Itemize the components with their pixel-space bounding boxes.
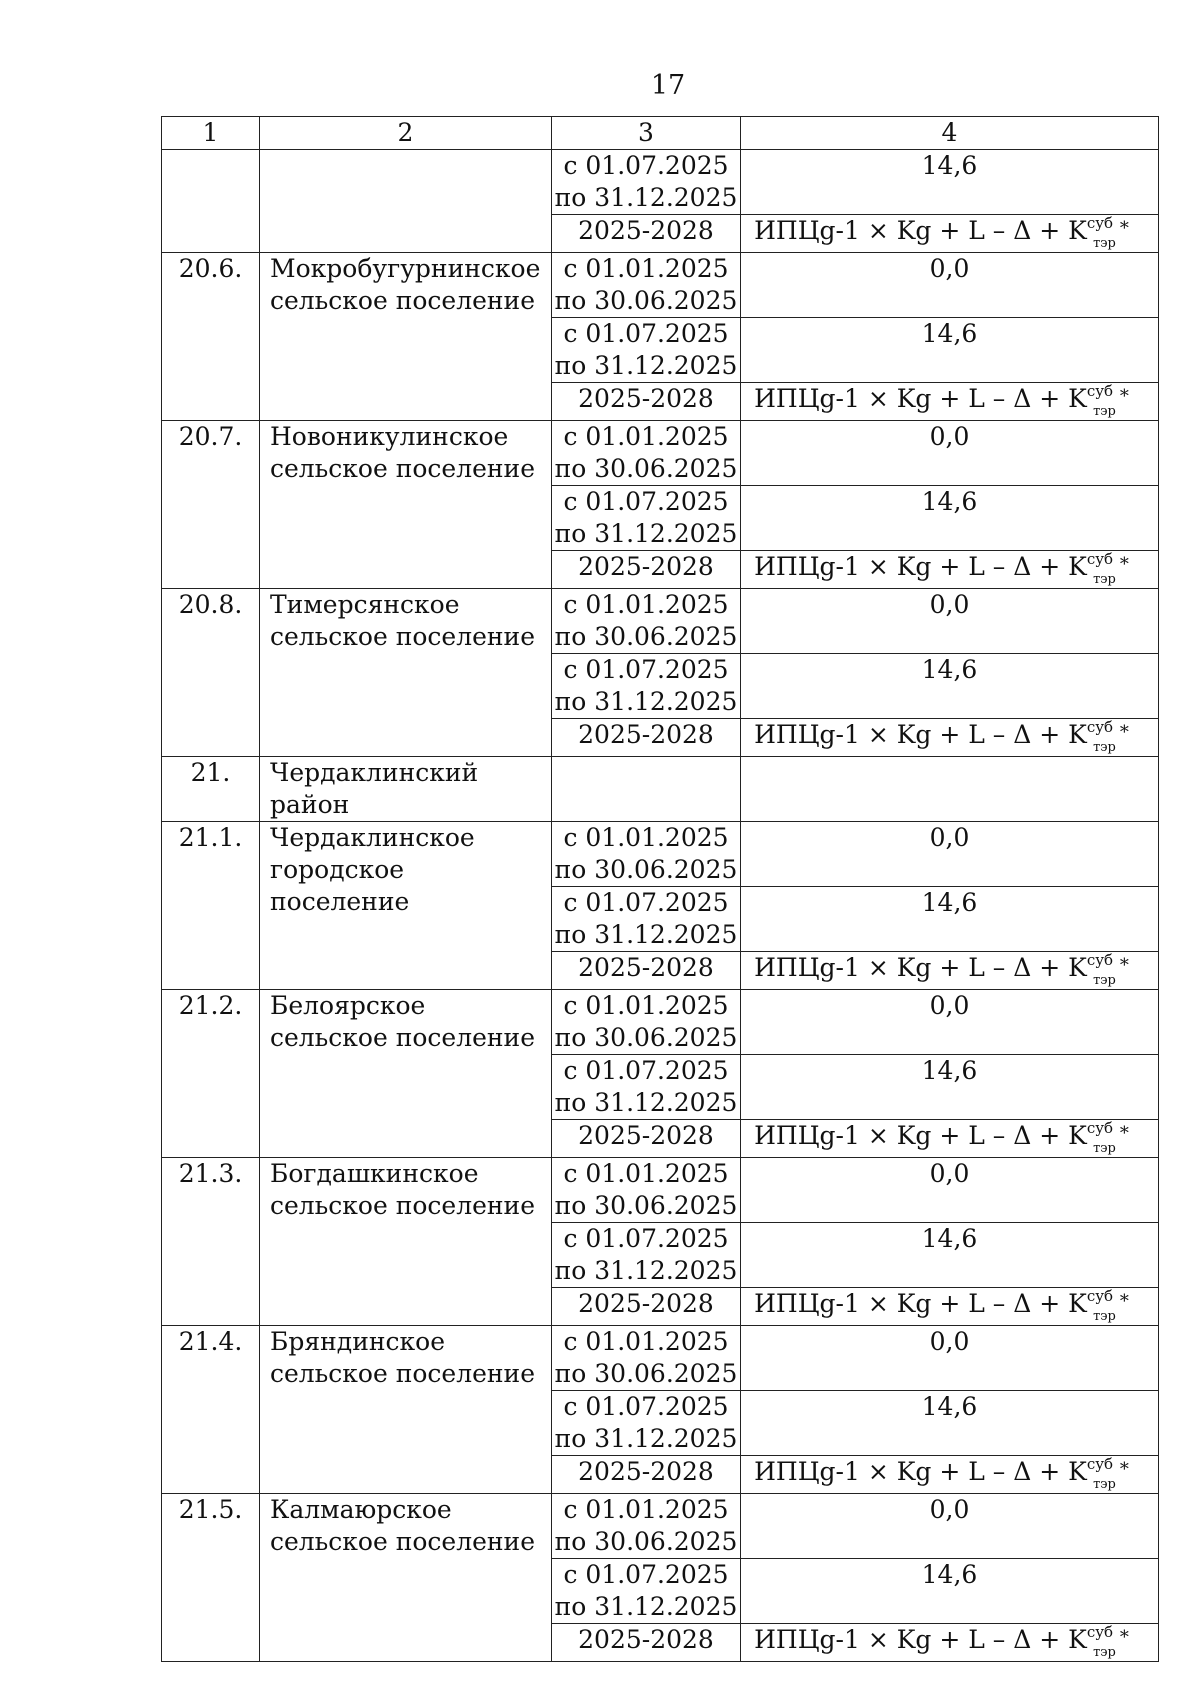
table-row bbox=[162, 421, 1159, 486]
table-row bbox=[162, 589, 1159, 654]
formula-sub: тэр bbox=[1093, 236, 1116, 251]
value-cell: 14,6 bbox=[741, 1559, 1159, 1624]
formula-main: ИПЦg-1 × Kg + L – Δ + K bbox=[754, 1457, 1087, 1486]
period-cell: с 01.01.2025 по 30.06.2025 bbox=[552, 421, 741, 486]
formula-sub: тэр bbox=[1093, 1141, 1116, 1156]
row-number-cell: 21.4. bbox=[162, 1326, 260, 1494]
row-name-cell: Чердаклинский район bbox=[260, 757, 552, 822]
period-cell: с 01.07.2025 по 31.12.2025 bbox=[552, 1391, 741, 1456]
formula-sub: тэр bbox=[1093, 973, 1116, 988]
formula-sub: тэр bbox=[1093, 404, 1116, 419]
row-number-cell: 21.3. bbox=[162, 1158, 260, 1326]
period-cell: с 01.01.2025 по 30.06.2025 bbox=[552, 1326, 741, 1391]
row-number-cell: 20.6. bbox=[162, 253, 260, 421]
period-cell: с 01.07.2025 по 31.12.2025 bbox=[552, 1223, 741, 1288]
row-number-cell: 20.8. bbox=[162, 589, 260, 757]
formula-main: ИПЦg-1 × Kg + L – Δ + K bbox=[754, 1289, 1087, 1318]
period-cell: 2025-2028 bbox=[552, 383, 741, 421]
period-cell: с 01.01.2025 по 30.06.2025 bbox=[552, 990, 741, 1055]
period-cell bbox=[552, 150, 741, 215]
formula-sup: суб bbox=[1086, 718, 1114, 736]
value-cell: 0,0 bbox=[741, 253, 1159, 318]
formula-main: ИПЦg-1 × Kg + L – Δ + K bbox=[754, 216, 1087, 245]
formula-sub: тэр bbox=[1093, 1645, 1116, 1660]
formula-sup: суб bbox=[1086, 1623, 1114, 1641]
tariff-table bbox=[161, 116, 1159, 1662]
formula-sup: суб bbox=[1086, 951, 1114, 969]
formula-cell bbox=[741, 383, 1159, 421]
row-name-cell: Белоярское сельское поселение bbox=[260, 990, 552, 1158]
formula-main: ИПЦg-1 × Kg + L – Δ + K bbox=[754, 552, 1087, 581]
period-cell: с 01.07.2025 по 31.12.2025 bbox=[552, 486, 741, 551]
formula-sub: тэр bbox=[1093, 740, 1116, 755]
row-name-cell: Калмаюрское сельское поселение bbox=[260, 1494, 552, 1662]
row-number-cell bbox=[162, 150, 260, 253]
value-cell: 14,6 bbox=[741, 318, 1159, 383]
formula-main: ИПЦg-1 × Kg + L – Δ + K bbox=[754, 1625, 1087, 1654]
period-cell: с 01.01.2025 по 30.06.2025 bbox=[552, 253, 741, 318]
period-cell: с 01.07.2025 по 31.12.2025 bbox=[552, 318, 741, 383]
page-number: 17 bbox=[650, 70, 686, 101]
formula-sup: суб bbox=[1086, 382, 1114, 400]
table-row bbox=[162, 1158, 1159, 1223]
period-cell: с 01.07.2025 по 31.12.2025 bbox=[552, 887, 741, 952]
value-cell: 0,0 bbox=[741, 1158, 1159, 1223]
period-cell: 2025-2028 bbox=[552, 215, 741, 253]
table-row bbox=[162, 990, 1159, 1055]
period-cell: 2025-2028 bbox=[552, 952, 741, 990]
period-cell: с 01.07.2025 по 31.12.2025 bbox=[552, 1055, 741, 1120]
formula-cell bbox=[741, 1120, 1159, 1158]
value-cell: 14,6 bbox=[741, 150, 1159, 215]
period-cell: 2025-2028 bbox=[552, 1120, 741, 1158]
row-name-cell: Чердаклинское городское поселение bbox=[260, 822, 552, 990]
header-row bbox=[162, 117, 1159, 150]
period-cell: с 01.07.2025 по 31.12.2025 bbox=[552, 654, 741, 719]
row-name-cell: Бряндинское сельское поселение bbox=[260, 1326, 552, 1494]
period-cell: с 01.01.2025 по 30.06.2025 bbox=[552, 1494, 741, 1559]
formula-main: ИПЦg-1 × Kg + L – Δ + K bbox=[754, 384, 1087, 413]
row-number-cell: 21.5. bbox=[162, 1494, 260, 1662]
formula-main: ИПЦg-1 × Kg + L – Δ + K bbox=[754, 1121, 1087, 1150]
row-name-cell: Богдашкинское сельское поселение bbox=[260, 1158, 552, 1326]
formula-cell bbox=[741, 952, 1159, 990]
period-cell bbox=[552, 757, 741, 822]
table-row bbox=[162, 1494, 1159, 1559]
value-cell: 14,6 bbox=[741, 887, 1159, 952]
formula-cell bbox=[741, 215, 1159, 253]
table-row bbox=[162, 253, 1159, 318]
table-row-district bbox=[162, 757, 1159, 822]
value-cell: 0,0 bbox=[741, 822, 1159, 887]
formula-sub: тэр bbox=[1093, 1477, 1116, 1492]
table-row bbox=[162, 822, 1159, 887]
period-cell: с 01.01.2025 по 30.06.2025 bbox=[552, 1158, 741, 1223]
table-row bbox=[162, 150, 1159, 215]
value-cell: 0,0 bbox=[741, 1326, 1159, 1391]
formula-main: ИПЦg-1 × Kg + L – Δ + K bbox=[754, 720, 1087, 749]
row-name-cell: Новоникулинское сельское поселение bbox=[260, 421, 552, 589]
formula-main: ИПЦg-1 × Kg + L – Δ + K bbox=[754, 953, 1087, 982]
row-number-cell: 20.7. bbox=[162, 421, 260, 589]
value-cell: 0,0 bbox=[741, 421, 1159, 486]
row-name-cell: Тимерсянское сельское поселение bbox=[260, 589, 552, 757]
period-cell: 2025-2028 bbox=[552, 719, 741, 757]
row-name-cell bbox=[260, 150, 552, 253]
formula-sup: суб bbox=[1086, 1455, 1114, 1473]
formula-star: * bbox=[1119, 1459, 1129, 1480]
header-cell-3: 3 bbox=[552, 117, 741, 150]
value-cell: 0,0 bbox=[741, 990, 1159, 1055]
formula-star: * bbox=[1119, 386, 1129, 407]
formula-star: * bbox=[1119, 955, 1129, 976]
value-cell: 14,6 bbox=[741, 654, 1159, 719]
formula-sup: суб bbox=[1086, 1119, 1114, 1137]
value-cell: 14,6 bbox=[741, 1055, 1159, 1120]
period-cell: с 01.01.2025 по 30.06.2025 bbox=[552, 822, 741, 887]
period-cell: 2025-2028 bbox=[552, 1288, 741, 1326]
header-cell-4: 4 bbox=[741, 117, 1159, 150]
formula-cell bbox=[741, 1456, 1159, 1494]
value-cell: 0,0 bbox=[741, 1494, 1159, 1559]
period-start: с 01.07.2025 по 31.12.2025 bbox=[554, 151, 738, 212]
formula-star: * bbox=[1119, 554, 1129, 575]
formula-star: * bbox=[1119, 1627, 1129, 1648]
table-row bbox=[162, 1326, 1159, 1391]
formula-star: * bbox=[1119, 722, 1129, 743]
value-cell bbox=[741, 757, 1159, 822]
formula-star: * bbox=[1119, 1291, 1129, 1312]
period-cell: 2025-2028 bbox=[552, 551, 741, 589]
formula-sup: суб bbox=[1086, 550, 1114, 568]
period-cell: с 01.07.2025 по 31.12.2025 bbox=[552, 1559, 741, 1624]
period-cell: 2025-2028 bbox=[552, 1456, 741, 1494]
formula-sup: суб bbox=[1086, 214, 1114, 232]
value-cell: 14,6 bbox=[741, 1391, 1159, 1456]
formula-cell bbox=[741, 1624, 1159, 1662]
formula-sup: суб bbox=[1086, 1287, 1114, 1305]
row-number-cell: 21. bbox=[162, 757, 260, 822]
period-cell: 2025-2028 bbox=[552, 1624, 741, 1662]
header-cell-1: 1 bbox=[162, 117, 260, 150]
formula-sub: тэр bbox=[1093, 1309, 1116, 1324]
period-cell: с 01.01.2025 по 30.06.2025 bbox=[552, 589, 741, 654]
value-cell: 14,6 bbox=[741, 486, 1159, 551]
formula-star: * bbox=[1119, 1123, 1129, 1144]
row-name-cell: Мокробугурнинское сельское поселение bbox=[260, 253, 552, 421]
header-cell-2: 2 bbox=[260, 117, 552, 150]
value-cell: 0,0 bbox=[741, 589, 1159, 654]
formula-sub: тэр bbox=[1093, 572, 1116, 587]
value-cell: 14,6 bbox=[741, 1223, 1159, 1288]
formula-cell bbox=[741, 551, 1159, 589]
formula-cell bbox=[741, 719, 1159, 757]
formula-star: * bbox=[1119, 218, 1129, 239]
formula-cell bbox=[741, 1288, 1159, 1326]
row-number-cell: 21.2. bbox=[162, 990, 260, 1158]
row-number-cell: 21.1. bbox=[162, 822, 260, 990]
